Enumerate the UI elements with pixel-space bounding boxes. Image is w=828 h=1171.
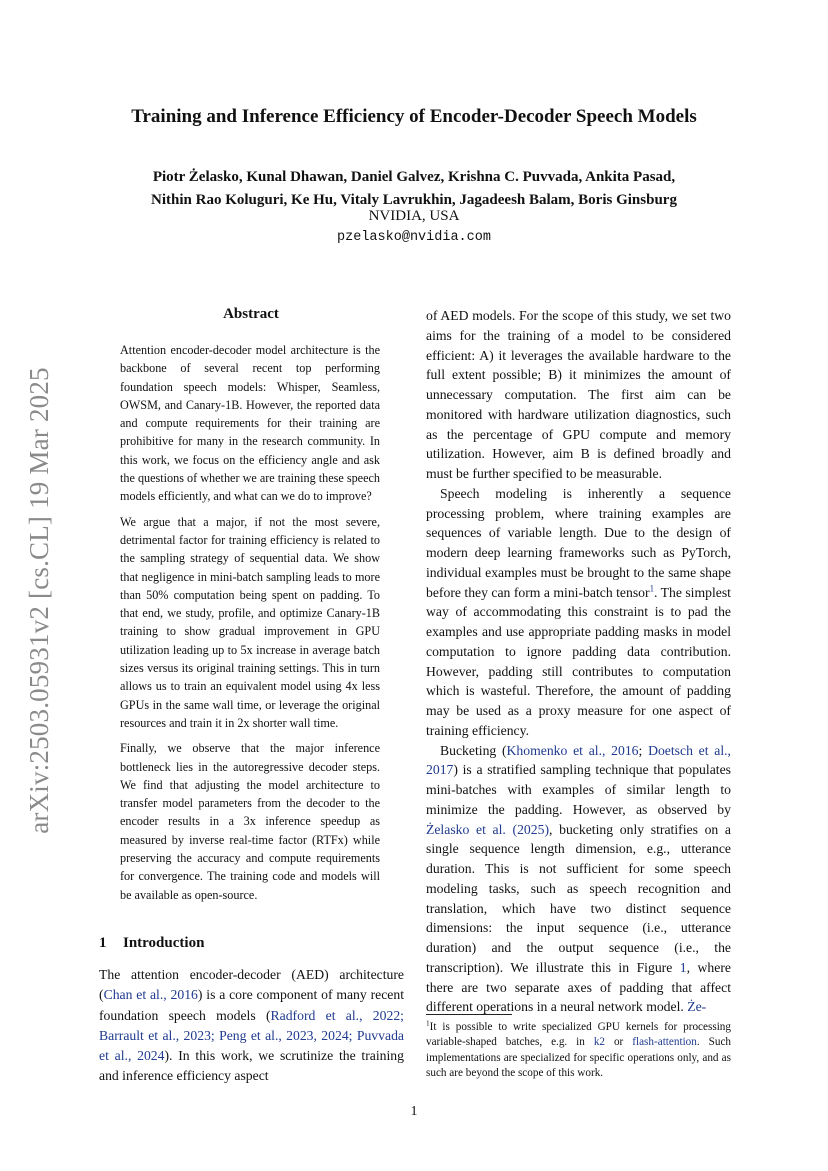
citation-link[interactable]: Chan et al., 2016 [103, 987, 198, 1003]
right-paragraph-1: of AED models. For the scope of this study, we set two aims for the training of a model to be considered efficient: A) it leverages the available hardware to the full extent possible; B) it minimizes the amount of unnecessary computation. The first aim can be monitored with hardware utilization diagnostics, such as the percentage of GPU compute and memory utilization. However, aim B is defined broadly and must be further specified to be measurable. [426, 308, 731, 481]
section-heading-introduction [99, 935, 399, 952]
arxiv-stamp [4, 340, 74, 860]
author-line-2: Nithin Rao Koluguri, Ke Hu, Vitaly Lavrukhin, Jagadeesh Balam, Boris Ginsburg [151, 192, 677, 208]
figure-reference-link[interactable]: 1 [679, 959, 687, 975]
body-text: . The simplest way of accommodating this constraint is to pad the examples and use appropriate padding masks in model computation to ignore padding data contribution. However, padding still contributes to computation which is wasteful. Therefore, the amount of padding may be used as a proxy measure for one aspect of training efficiency. [426, 584, 731, 738]
abstract-body [120, 341, 380, 911]
footnote-marker[interactable]: 1 [649, 582, 655, 593]
abstract-heading: Abstract [223, 306, 279, 322]
right-column [426, 306, 731, 1017]
citation-link[interactable]: Że- [687, 999, 707, 1015]
abstract-paragraph-3: Finally, we observe that the major inference bottleneck lies in the autoregressive decoder steps. We find that adjusting the model architecture to transfer model parameters from the decoder to the encoder results in a 3x inference speedup as measured by inverse real-time factor (RTFx) while preserving the accuracy and compute requirements for convergence. The training code and models will be available as open-source. [120, 741, 380, 902]
footnote-text: . Such implementations are specialized for specific operations only, and as such are beyond the scope of this work. [426, 1036, 731, 1079]
author-line-1: Piotr Żelasko, Kunal Dhawan, Daniel Galvez, Krishna C. Puvvada, Ankita Pasad, [152, 169, 676, 185]
abstract-paragraph-2: We argue that a major, if not the most severe, detrimental factor for training efficiency is related to the sampling strategy of sequential data. We show that negligence in mini-batch sampling leads to more than 50% computation being spent on padding. To that end, we study, profile, and optimize Canary-1B training to show gradual improvement in GPU utilization leading up to 5x increase in average batch sizes versus its original training settings. This in turn allows us to train an equivalent model using 4x less GPUs in the same wall time, or leverage the original resources and train it in 2x shorter wall time. [120, 514, 380, 730]
citation-link[interactable]: Żelasko et al. (2025) [426, 821, 550, 837]
footnote-rule [426, 1014, 512, 1015]
link-k2[interactable]: k2 [593, 1036, 606, 1049]
affiliation: NVIDIA, USA [368, 208, 460, 224]
footnote-text: It is possible to write specialized GPU kernels for processing variable-shaped batches, e.g. in [426, 1021, 731, 1049]
body-text: Speech modeling is inherently a sequence processing problem, where training examples are sequences of variable length. Due to the design of modern deep learning frameworks such as PyTorch, individual examples must be brought to the same shape before they can form a mini-batch tensor [426, 485, 731, 600]
page-number: 1 [410, 1104, 418, 1119]
intro-text: ). In this work, we scrutinize the training and inference efficiency aspect [99, 1048, 404, 1084]
intro-paragraph-1 [99, 965, 404, 1087]
footnote-number: 1 [426, 1019, 430, 1028]
citation-link[interactable]: Khomenko et al., 2016 [506, 742, 639, 758]
body-text: Bucketing ( [440, 742, 507, 758]
footnote [426, 1020, 731, 1081]
body-text: , bucketing only stratifies on a single sequence length dimension, e.g., utterance duration. This is not sufficient for some speech modeling tasks, such as speech recognition and translation, which have two distinct sequence dimensions: the input sequence (i.e., utterance duration) and the output sequence (i.e., the transcription). We illustrate this in Figure [426, 821, 731, 975]
citation-link[interactable]: Radford et al., 2022; Barrault et al., 2023; Peng et al., 2023, 2024; Puvvada et al., 2024 [99, 1007, 404, 1064]
body-text: ) is a stratified sampling technique that populates mini-batches with examples of similar length to minimize the padding. However, as observed by [426, 762, 731, 817]
body-text: ; [638, 742, 649, 758]
citation-link[interactable]: Doetsch et al., 2017 [426, 742, 731, 778]
paper-title: Training and Inference Efficiency of Encoder-Decoder Speech Models [131, 106, 697, 127]
right-paragraph-3 [426, 741, 731, 1018]
intro-text: The attention encoder-decoder (AED) architecture ( [99, 967, 404, 1003]
arxiv-stamp-text: arXiv:2503.05931v2 [cs.CL] 19 Mar 2025 [23, 366, 54, 834]
body-text: , where there are two separate axes of padding that affect different operations in a neural network model. [426, 959, 731, 1015]
link-flash-attention[interactable]: flash-attention [632, 1036, 697, 1049]
footnote-text: or [605, 1036, 633, 1049]
section-title: Introduction [123, 935, 205, 951]
author-email[interactable]: pzelasko@nvidia.com [337, 230, 491, 245]
right-paragraph-2 [426, 484, 731, 741]
abstract-paragraph-1: Attention encoder-decoder model architecture is the backbone of several recent top performing foundation speech models: Whisper, Seamless, OWSM, and Canary-1B. However, the reported data and compute requirements for their training are prohibitive for many in the research community. In this work, we focus on the efficiency angle and ask the questions of whether we are training these speech models efficiently, and what can we do to improve? [120, 343, 380, 504]
affiliation-block [0, 205, 828, 249]
section-number: 1 [99, 935, 107, 951]
intro-text: ) is a core component of many recent foundation speech models ( [99, 987, 404, 1023]
